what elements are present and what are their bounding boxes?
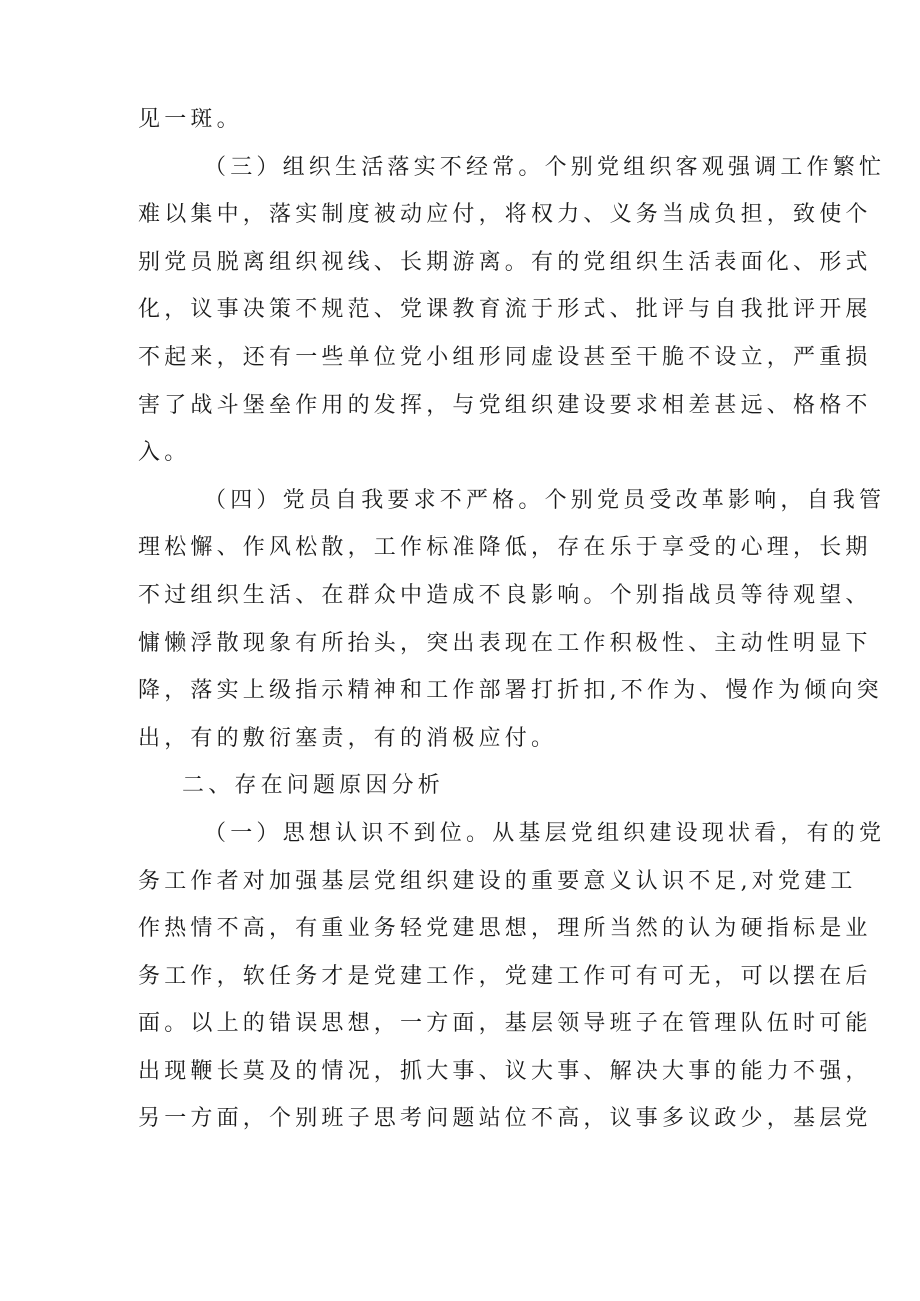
- text-line: 入。: [138, 440, 191, 466]
- text-line: 作热情不高，有重业务轻党建思想，理所当然的认为硬指标是业: [138, 916, 872, 942]
- text-line: 见一斑。: [138, 107, 243, 132]
- text-line: 不起来，还有一些单位党小组形同虚设甚至干脆不设立，严重损: [138, 344, 872, 370]
- text-line: 出，有的敷衍塞责，有的消极应付。: [138, 725, 558, 751]
- section-heading: 二、存在问题原因分析: [182, 773, 445, 799]
- text-line: 降，落实上级指示精神和工作部署打折扣,不作为、慢作为倾向突: [138, 678, 883, 704]
- text-line: 不过组织生活、在群众中造成不良影响。个别指战员等待观望、: [138, 582, 872, 608]
- text-line: 别党员脱离组织视线、长期游离。有的党组织生活表面化、形式: [138, 249, 872, 275]
- document-body: [138, 96, 886, 1143]
- text-line: 难以集中，落实制度被动应付，将权力、义务当成负担，致使个: [138, 202, 872, 228]
- text-line: 务工作，软任务才是党建工作，党建工作可有可无，可以摆在后: [138, 963, 872, 989]
- text-line: 化，议事决策不规范、党课教育流于形式、批评与自我批评开展: [138, 297, 872, 323]
- text-line: 害了战斗堡垒作用的发挥，与党组织建设要求相差甚远、格格不: [138, 392, 872, 418]
- text-line: 出现鞭长莫及的情况，抓大事、议大事、解决大事的能力不强，: [138, 1058, 872, 1084]
- text-line: 面。以上的错误思想，一方面，基层领导班子在管理队伍时可能: [138, 1011, 872, 1037]
- text-line: 务工作者对加强基层党组织建设的重要意义认识不足,对党建工: [138, 868, 857, 894]
- paragraph-start-line: （四）党员自我要求不严格。个别党员受改革影响，自我管: [204, 487, 886, 513]
- text-line: 慵懒浮散现象有所抬头，突出表现在工作积极性、主动性明显下: [138, 630, 872, 656]
- paragraph-start-line: （一）思想认识不到位。从基层党组织建设现状看，有的党: [204, 820, 886, 846]
- text-line: 另一方面，个别班子思考问题站位不高，议事多议政少，基层党: [138, 1106, 872, 1132]
- text-line: 理松懈、作风松散，工作标准降低，存在乐于享受的心理，长期: [138, 535, 872, 561]
- paragraph-start-line: （三）组织生活落实不经常。个别党组织客观强调工作繁忙: [204, 154, 886, 180]
